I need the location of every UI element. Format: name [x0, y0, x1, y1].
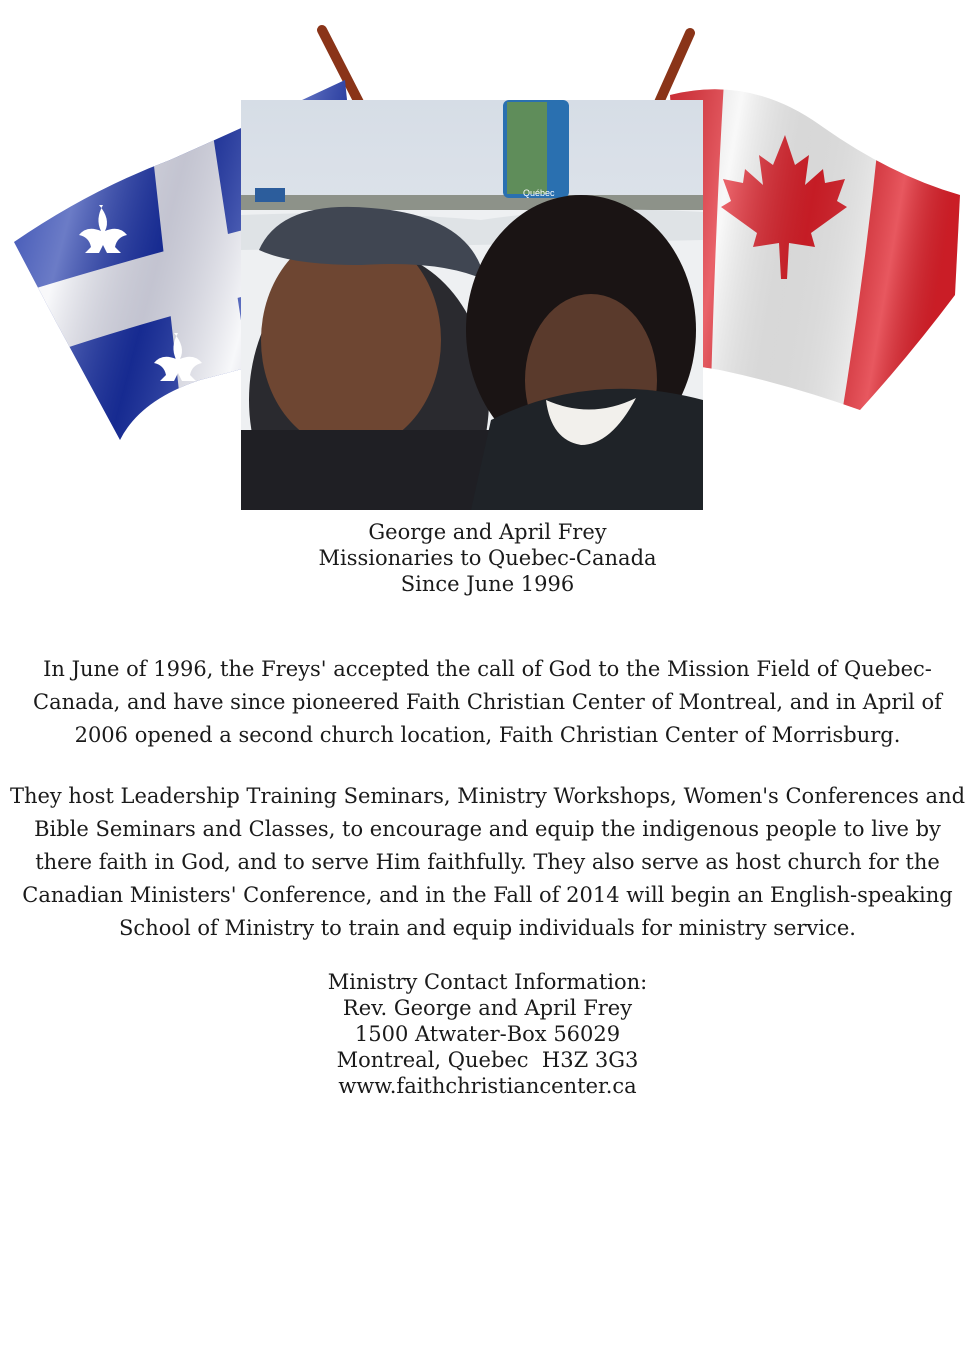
couple-photo	[241, 100, 703, 510]
caption-names: George and April Frey	[368, 520, 607, 544]
photo-sign-text: Québec	[523, 188, 555, 198]
paragraph-activities: They host Leadership Training Seminars, Ministry Workshops, Women's Conferences and Bible Seminars and Classes, to encourage and equip the indigenous people to live by there faith in God, and to serve Him faithfully. They also serve as host church for the Canadian Ministers' Conference, and in the Fall of 2014 will begin an English-speaking School of Ministry to train and equip individuals for ministry service.	[9, 784, 966, 940]
contact-website[interactable]: www.faithchristiancenter.ca	[338, 1074, 637, 1098]
contact-name: Rev. George and April Frey	[342, 996, 633, 1020]
header-graphic	[0, 0, 975, 520]
ministry-description	[0, 653, 975, 973]
photo-caption	[0, 519, 975, 597]
paragraph-history: In June of 1996, the Freys' accepted the call of God to the Mission Field of Quebec-Canada, and have since pioneered Faith Christian Center of Montreal, and in April of 2006 opened a second church location, Faith Christian Center of Morrisburg.	[33, 657, 942, 747]
contact-heading: Ministry Contact Information:	[327, 970, 648, 994]
contact-city: Montreal, Quebec H3Z 3G3	[336, 1048, 639, 1072]
contact-address: 1500 Atwater-Box 56029	[354, 1022, 621, 1046]
caption-role: Missionaries to Quebec-Canada	[318, 546, 657, 570]
couple-photo-image	[241, 100, 703, 510]
contact-block	[0, 969, 975, 1099]
caption-since: Since June 1996	[400, 572, 575, 596]
